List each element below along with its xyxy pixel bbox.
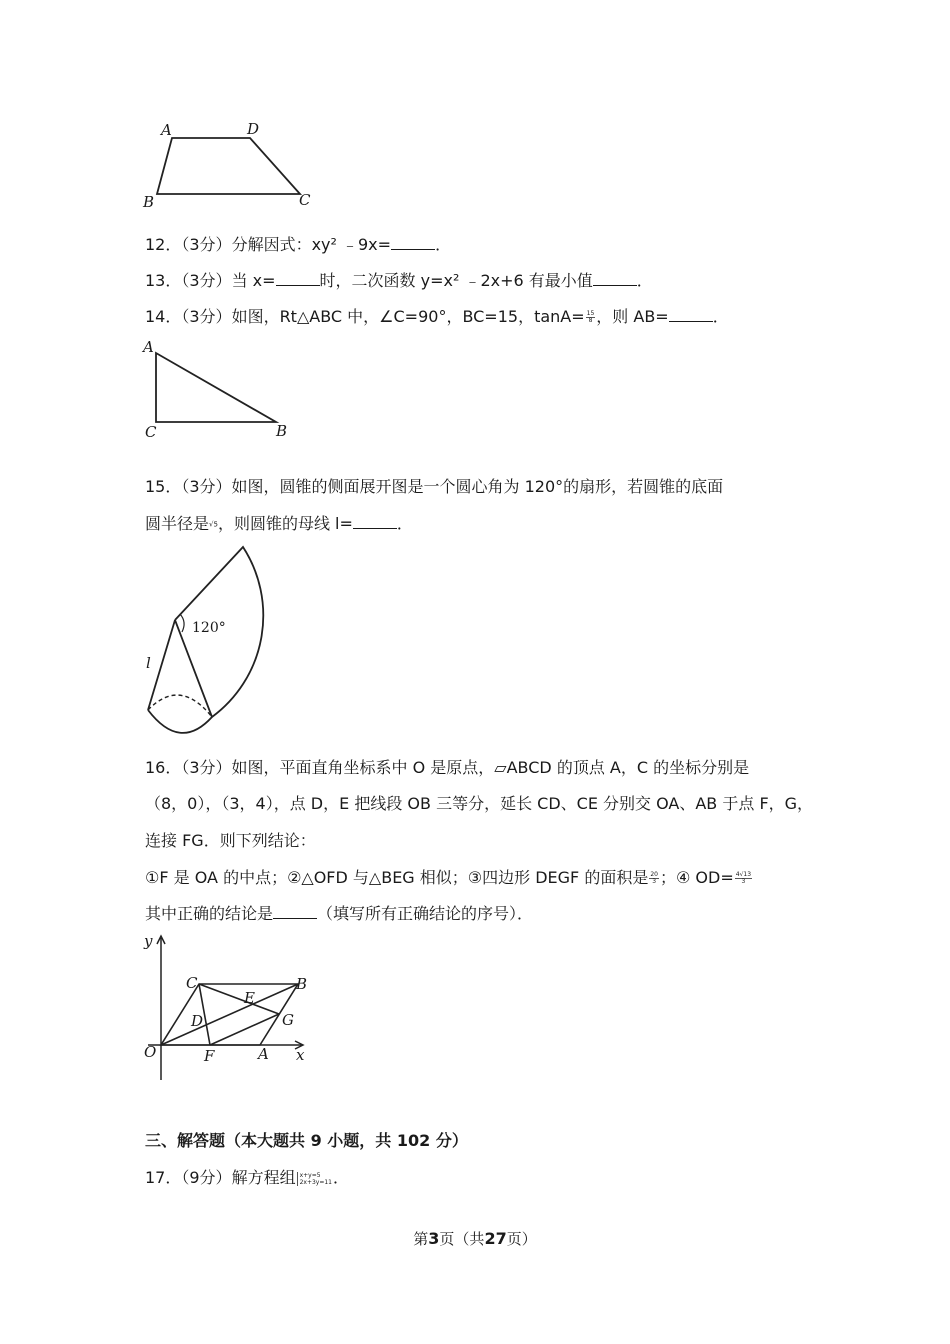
tan-fraction: $\frac{15}{8}$ (586, 310, 595, 324)
label-C: C (299, 191, 311, 209)
question-16-line3: 连接 FG．则下列结论： (145, 831, 316, 850)
page-number: 3 (428, 1229, 440, 1248)
label-F: F (204, 1047, 215, 1065)
question-16-line5: 其中正确的结论是 （填写所有正确结论的序号）． (145, 904, 534, 923)
label-E: E (244, 989, 255, 1007)
label-C: C (186, 974, 198, 992)
equation-system: x+y=5 2x+3y=11 (297, 1172, 332, 1186)
section-3-heading: 三、解答题（本大题共 9 小题，共 102 分） (145, 1131, 468, 1150)
label-D: D (191, 1012, 204, 1030)
label-y: y (144, 932, 153, 950)
right-triangle-figure (140, 336, 300, 444)
label-G: G (282, 1011, 294, 1029)
answer-blank[interactable] (391, 235, 435, 250)
label-B: B (276, 422, 288, 440)
trapezoid-figure (140, 118, 320, 213)
answer-blank-x[interactable] (276, 271, 320, 286)
answer-blank-min[interactable] (593, 271, 637, 286)
question-16-line2: （8，0），（3，4），点 D，E 把线段 OB 三等分，延长 CD、CE 分别交 OA、AB 于点 F，G， (145, 794, 814, 813)
label-D: D (247, 120, 260, 138)
label-C: C (145, 423, 157, 441)
question-15-line1: 15．（3分）如图，圆锥的侧面展开图是一个圆心角为 120°的扇形，若圆锥的底面 (145, 477, 724, 496)
label-A: A (161, 121, 172, 139)
od-fraction: $\frac{4√13}{3}$ (735, 871, 752, 885)
question-16-line1: 16．（3分）如图，平面直角坐标系中 O 是原点，▱ABCD 的顶点 A，C 的坐标分别是 (145, 758, 750, 777)
label-l: l (146, 654, 151, 672)
total-pages: 27 (484, 1229, 507, 1248)
label-A: A (258, 1045, 269, 1063)
area-fraction: $\frac{20}{3}$ (650, 871, 658, 885)
answer-blank[interactable] (669, 307, 713, 322)
label-B: B (143, 193, 155, 211)
label-O: O (144, 1043, 157, 1061)
answer-blank[interactable] (353, 514, 397, 529)
label-x: x (296, 1046, 305, 1064)
question-13: 13．（3分）当 x= 时，二次函数 y=x² ﹣2x+6 有最小值 ． (145, 271, 653, 290)
question-15-line2: 圆半径是√5，则圆锥的母线 l= ． (145, 514, 413, 533)
radius-value: √5 (209, 520, 218, 529)
page-footer: 第3页（共27页） (413, 1229, 537, 1248)
coordinate-parallelogram-figure (140, 930, 320, 1090)
angle-label: 120° (192, 620, 226, 636)
label-B: B (296, 975, 308, 993)
cone-sector-figure (140, 542, 340, 742)
question-14: 14．（3分）如图，Rt△ABC 中，∠C=90°，BC=15，tanA= $\frac{15}{8}$ ，则 AB= ． (145, 307, 729, 326)
label-A: A (143, 338, 154, 356)
answer-blank[interactable] (273, 904, 317, 919)
question-16-line4: ①F 是 OA 的中点；②△OFD 与△BEG 相似；③四边形 DEGF 的面积是 $\frac{20}{3}$ ；④ OD= $\frac{4√13}{3}$ (145, 868, 752, 887)
question-12: 12．（3分）分解因式：xy² ﹣9x= ． (145, 235, 452, 254)
question-17: 17．（9分）解方程组 x+y=5 2x+3y=11 ． (145, 1168, 350, 1187)
